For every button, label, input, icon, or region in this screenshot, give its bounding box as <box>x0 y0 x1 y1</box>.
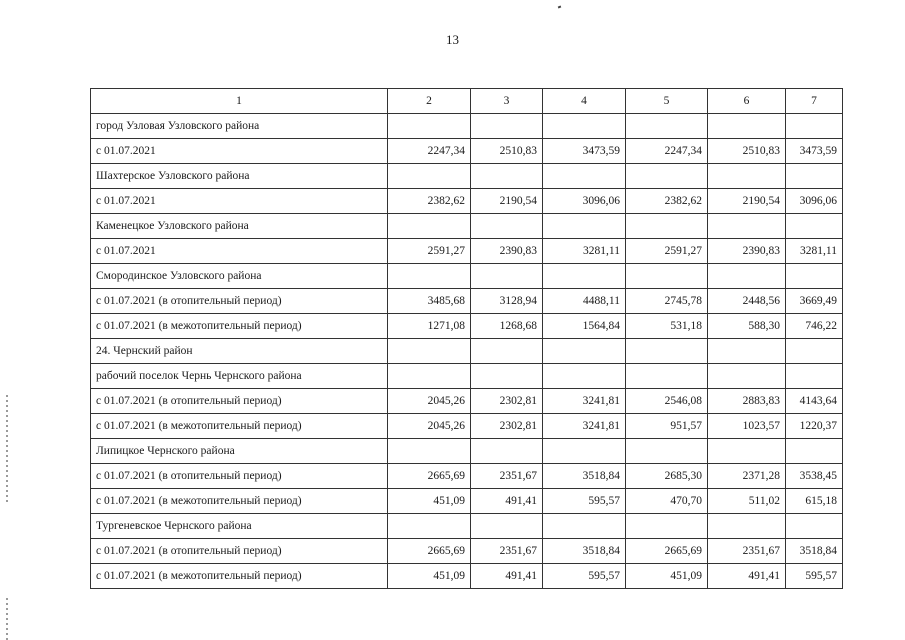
value-cell <box>626 364 708 389</box>
row-label: с 01.07.2021 (в межотопительный период) <box>91 314 388 339</box>
value-cell <box>786 164 843 189</box>
value-cell: 3241,81 <box>543 414 626 439</box>
column-header: 6 <box>708 89 786 114</box>
value-cell: 3518,84 <box>786 539 843 564</box>
table-row <box>91 489 843 514</box>
value-cell: 2390,83 <box>471 239 543 264</box>
column-header: 1 <box>91 89 388 114</box>
value-cell: 2302,81 <box>471 389 543 414</box>
value-cell <box>786 264 843 289</box>
value-cell <box>626 114 708 139</box>
value-cell: 3281,11 <box>786 239 843 264</box>
value-cell: 615,18 <box>786 489 843 514</box>
value-cell <box>543 439 626 464</box>
value-cell: 2382,62 <box>626 189 708 214</box>
value-cell: 451,09 <box>388 489 471 514</box>
value-cell <box>708 339 786 364</box>
value-cell: 491,41 <box>471 489 543 514</box>
tariff-table <box>90 88 843 589</box>
value-cell: 491,41 <box>471 564 543 589</box>
value-cell <box>708 114 786 139</box>
value-cell <box>388 264 471 289</box>
value-cell: 3096,06 <box>786 189 843 214</box>
value-cell: 2247,34 <box>626 139 708 164</box>
value-cell: 2665,69 <box>388 464 471 489</box>
value-cell <box>471 114 543 139</box>
value-cell: 3518,84 <box>543 464 626 489</box>
value-cell: 2591,27 <box>626 239 708 264</box>
value-cell: 595,57 <box>786 564 843 589</box>
row-label: с 01.07.2021 <box>91 139 388 164</box>
value-cell <box>471 214 543 239</box>
value-cell: 1220,37 <box>786 414 843 439</box>
value-cell: 2665,69 <box>626 539 708 564</box>
column-header: 7 <box>786 89 843 114</box>
value-cell: 531,18 <box>626 314 708 339</box>
value-cell <box>471 339 543 364</box>
value-cell <box>626 214 708 239</box>
value-cell: 3669,49 <box>786 289 843 314</box>
value-cell <box>708 164 786 189</box>
value-cell <box>543 514 626 539</box>
value-cell <box>786 514 843 539</box>
value-cell <box>626 514 708 539</box>
value-cell <box>388 364 471 389</box>
value-cell: 2745,78 <box>626 289 708 314</box>
value-cell <box>708 214 786 239</box>
table-row <box>91 264 843 289</box>
value-cell <box>786 439 843 464</box>
binding-marks <box>6 395 8 505</box>
table-row <box>91 189 843 214</box>
row-label: с 01.07.2021 (в отопительный период) <box>91 464 388 489</box>
row-label: рабочий поселок Чернь Чернского района <box>91 364 388 389</box>
value-cell <box>543 164 626 189</box>
table-row <box>91 139 843 164</box>
value-cell: 451,09 <box>626 564 708 589</box>
value-cell: 1268,68 <box>471 314 543 339</box>
value-cell: 2448,56 <box>708 289 786 314</box>
value-cell <box>708 439 786 464</box>
row-label: Липицкое Чернского района <box>91 439 388 464</box>
value-cell: 2190,54 <box>471 189 543 214</box>
value-cell <box>708 264 786 289</box>
table-body <box>91 114 843 589</box>
value-cell: 2351,67 <box>471 464 543 489</box>
value-cell: 2546,08 <box>626 389 708 414</box>
value-cell <box>543 339 626 364</box>
value-cell: 2685,30 <box>626 464 708 489</box>
value-cell: 451,09 <box>388 564 471 589</box>
value-cell: 2371,28 <box>708 464 786 489</box>
value-cell: 2382,62 <box>388 189 471 214</box>
table-row <box>91 339 843 364</box>
value-cell: 2510,83 <box>708 139 786 164</box>
row-label: с 01.07.2021 (в отопительный период) <box>91 539 388 564</box>
table-row <box>91 164 843 189</box>
value-cell <box>786 114 843 139</box>
binding-marks-bottom <box>6 598 8 640</box>
table-row <box>91 439 843 464</box>
value-cell <box>626 339 708 364</box>
row-label: с 01.07.2021 <box>91 189 388 214</box>
value-cell: 3518,84 <box>543 539 626 564</box>
value-cell: 470,70 <box>626 489 708 514</box>
value-cell <box>388 339 471 364</box>
row-label: Шахтерское Узловского района <box>91 164 388 189</box>
table-row <box>91 214 843 239</box>
value-cell <box>471 164 543 189</box>
table-row <box>91 564 843 589</box>
value-cell: 2510,83 <box>471 139 543 164</box>
scan-speck <box>558 6 562 9</box>
value-cell: 511,02 <box>708 489 786 514</box>
table-row <box>91 514 843 539</box>
table-header-row <box>91 89 843 114</box>
row-label: с 01.07.2021 <box>91 239 388 264</box>
value-cell <box>626 439 708 464</box>
value-cell: 3538,45 <box>786 464 843 489</box>
table-row <box>91 314 843 339</box>
value-cell: 2351,67 <box>708 539 786 564</box>
value-cell <box>388 514 471 539</box>
row-label: Тургеневское Чернского района <box>91 514 388 539</box>
column-header: 2 <box>388 89 471 114</box>
value-cell <box>786 339 843 364</box>
value-cell <box>388 214 471 239</box>
row-label: с 01.07.2021 (в отопительный период) <box>91 389 388 414</box>
value-cell: 3128,94 <box>471 289 543 314</box>
row-label: Смородинское Узловского района <box>91 264 388 289</box>
row-label: с 01.07.2021 (в межотопительный период) <box>91 564 388 589</box>
value-cell <box>388 439 471 464</box>
value-cell: 2190,54 <box>708 189 786 214</box>
value-cell <box>471 364 543 389</box>
value-cell <box>708 364 786 389</box>
value-cell <box>543 264 626 289</box>
value-cell <box>708 514 786 539</box>
value-cell: 4143,64 <box>786 389 843 414</box>
table-row <box>91 464 843 489</box>
value-cell: 2351,67 <box>471 539 543 564</box>
value-cell: 491,41 <box>708 564 786 589</box>
value-cell <box>543 214 626 239</box>
table-row <box>91 289 843 314</box>
row-label: город Узловая Узловского района <box>91 114 388 139</box>
value-cell: 2883,83 <box>708 389 786 414</box>
value-cell: 588,30 <box>708 314 786 339</box>
value-cell: 3281,11 <box>543 239 626 264</box>
value-cell: 746,22 <box>786 314 843 339</box>
value-cell: 1271,08 <box>388 314 471 339</box>
value-cell: 3485,68 <box>388 289 471 314</box>
column-header: 3 <box>471 89 543 114</box>
value-cell: 2591,27 <box>388 239 471 264</box>
value-cell <box>471 264 543 289</box>
row-label: с 01.07.2021 (в межотопительный период) <box>91 489 388 514</box>
value-cell <box>626 264 708 289</box>
value-cell: 1564,84 <box>543 314 626 339</box>
value-cell <box>543 114 626 139</box>
row-label: с 01.07.2021 (в отопительный период) <box>91 289 388 314</box>
table-row <box>91 414 843 439</box>
page-number: 13 <box>446 32 459 47</box>
value-cell: 1023,57 <box>708 414 786 439</box>
row-label: Каменецкое Узловского района <box>91 214 388 239</box>
table-row <box>91 114 843 139</box>
value-cell: 595,57 <box>543 564 626 589</box>
row-label: с 01.07.2021 (в межотопительный период) <box>91 414 388 439</box>
value-cell: 2045,26 <box>388 414 471 439</box>
value-cell <box>626 164 708 189</box>
value-cell <box>786 214 843 239</box>
value-cell <box>471 514 543 539</box>
value-cell <box>543 364 626 389</box>
value-cell: 4488,11 <box>543 289 626 314</box>
column-header: 4 <box>543 89 626 114</box>
value-cell: 2665,69 <box>388 539 471 564</box>
value-cell: 3473,59 <box>543 139 626 164</box>
value-cell: 3096,06 <box>543 189 626 214</box>
table-row <box>91 364 843 389</box>
value-cell: 2045,26 <box>388 389 471 414</box>
value-cell <box>388 114 471 139</box>
value-cell: 2302,81 <box>471 414 543 439</box>
value-cell <box>471 439 543 464</box>
value-cell: 951,57 <box>626 414 708 439</box>
value-cell: 2390,83 <box>708 239 786 264</box>
row-label: 24. Чернский район <box>91 339 388 364</box>
table-row <box>91 389 843 414</box>
value-cell: 3241,81 <box>543 389 626 414</box>
value-cell <box>786 364 843 389</box>
value-cell <box>388 164 471 189</box>
value-cell: 2247,34 <box>388 139 471 164</box>
table-row <box>91 239 843 264</box>
value-cell: 595,57 <box>543 489 626 514</box>
column-header: 5 <box>626 89 708 114</box>
table-row <box>91 539 843 564</box>
value-cell: 3473,59 <box>786 139 843 164</box>
